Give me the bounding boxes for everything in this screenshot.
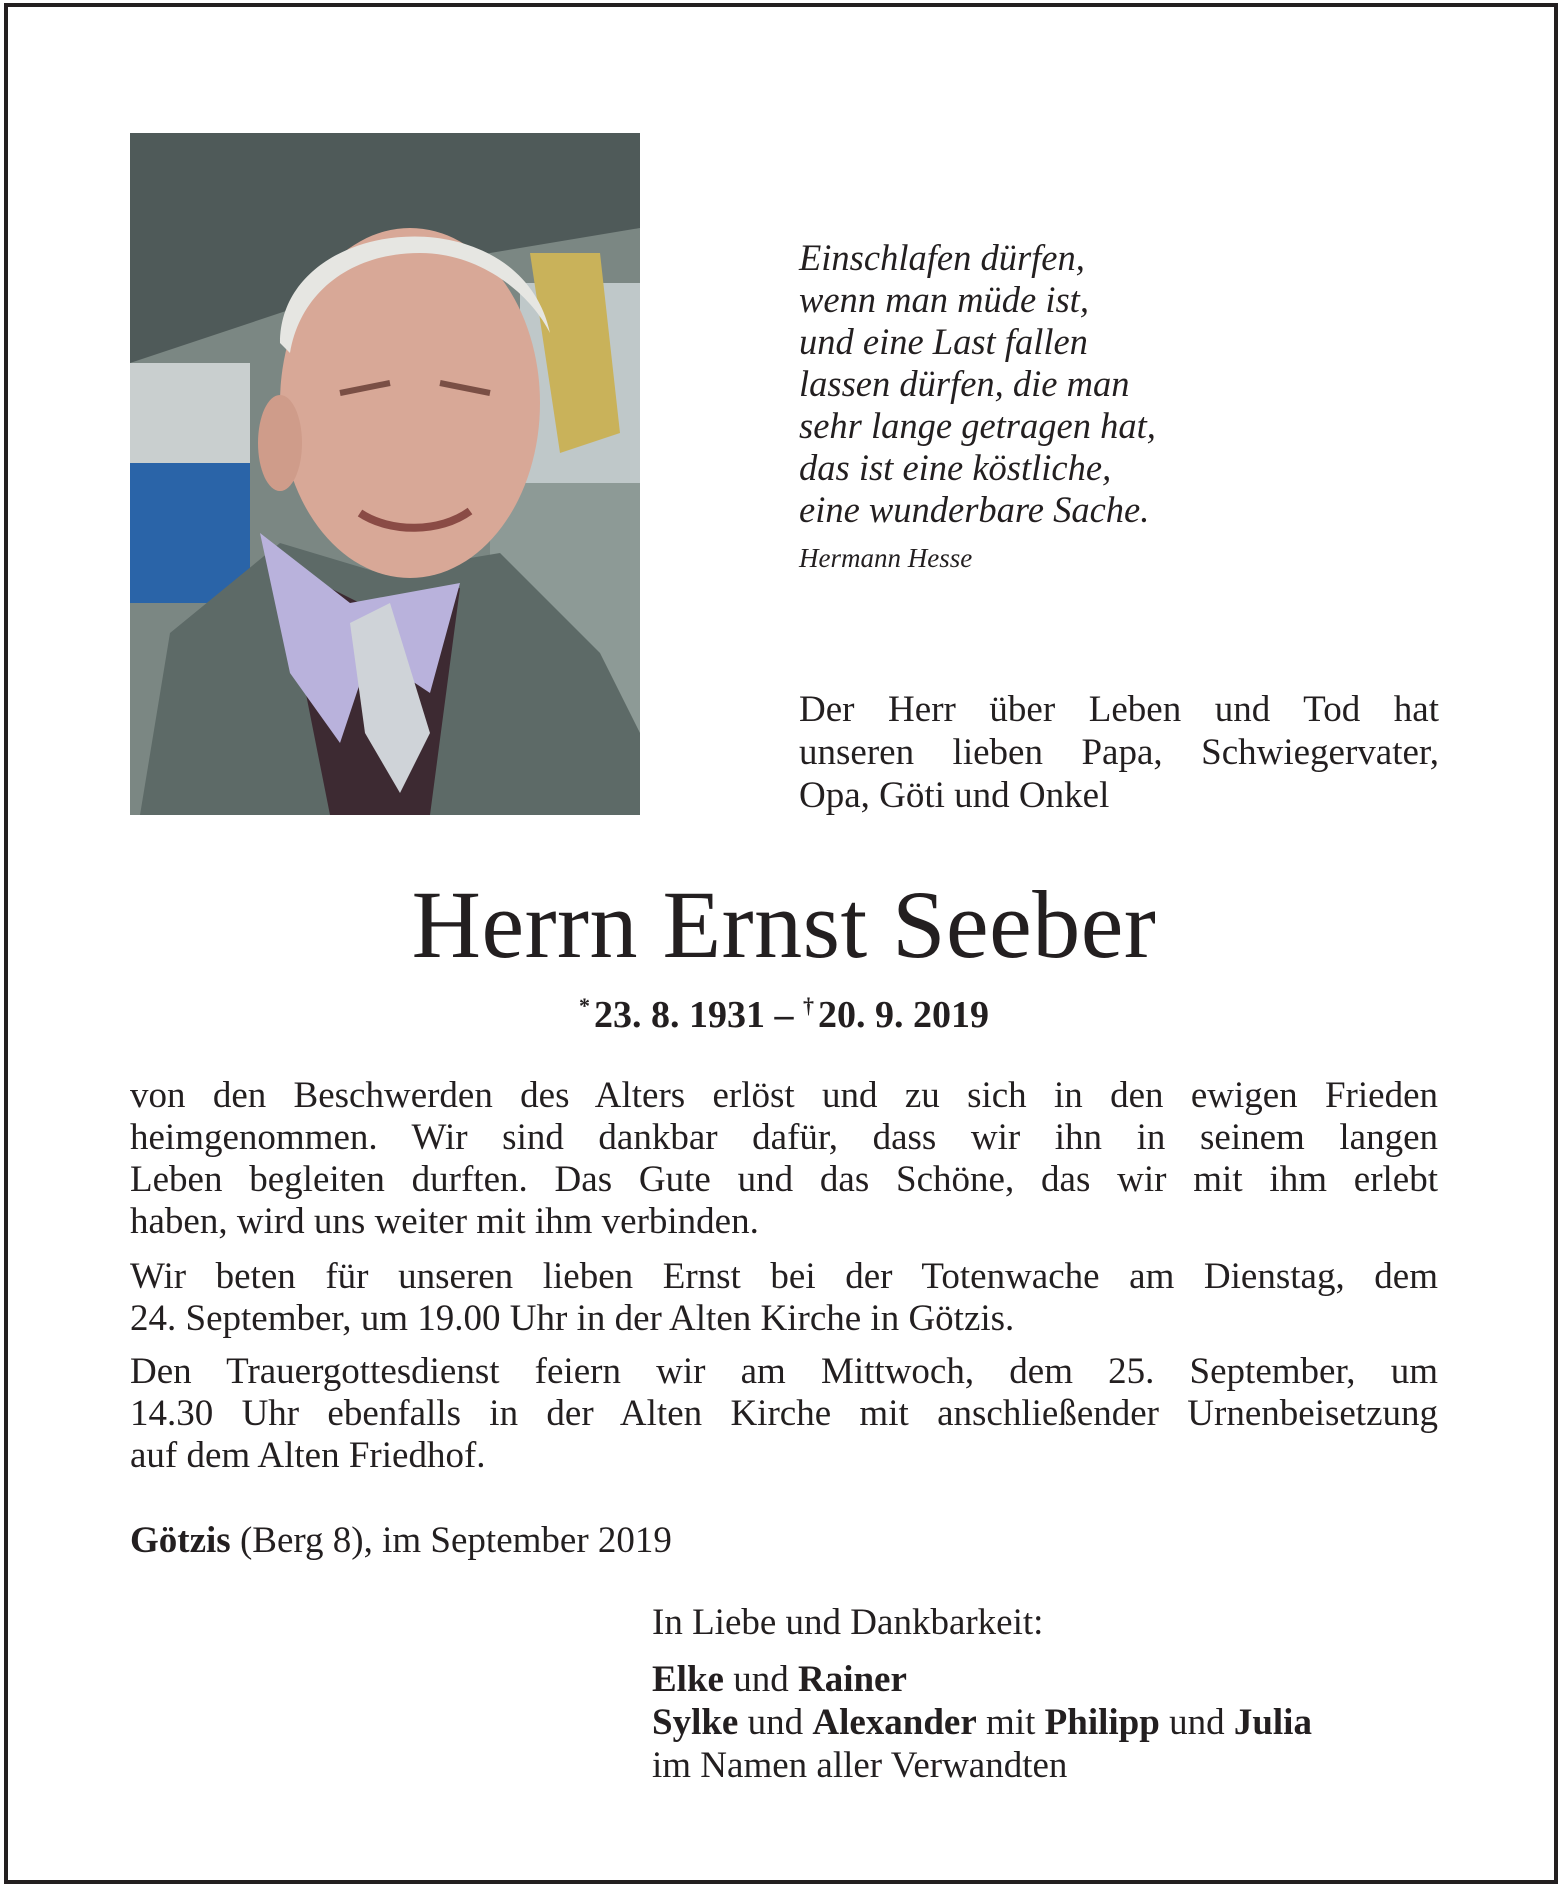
body-line: auf dem Alten Friedhof.	[130, 1435, 486, 1476]
mourner-name: Philipp	[1044, 1702, 1160, 1743]
signoff	[652, 1601, 1452, 1787]
place-town: Götzis	[130, 1520, 231, 1561]
portrait-photo	[130, 133, 640, 815]
body-line: heimgenommen. Wir sind dankbar dafür, dass wir ihn in seinem langen	[130, 1117, 1438, 1158]
mourner-name: Sylke	[652, 1702, 739, 1743]
life-dates	[0, 993, 1568, 1037]
body-paragraph-2	[130, 1256, 1438, 1340]
body-line: Wir beten für unseren lieben Ernst bei der Totenwache am Dienstag, dem	[130, 1256, 1438, 1297]
poem	[799, 237, 1359, 531]
birth-date: 23. 8. 1931	[594, 994, 765, 1036]
conjunction: mit	[976, 1702, 1045, 1743]
date-separator: –	[774, 994, 794, 1036]
poem-author: Hermann Hesse	[799, 543, 973, 573]
mourner-name: Alexander	[812, 1702, 977, 1743]
body-line: 14.30 Uhr ebenfalls in der Alten Kirche mit anschließender Urnenbeisetzung	[130, 1393, 1438, 1434]
portrait-photo-icon	[130, 133, 640, 815]
intro-line: unseren lieben Papa, Schwiegervater,	[799, 732, 1439, 773]
death-date: 20. 9. 2019	[818, 994, 989, 1036]
body-line: von den Beschwerden des Alters erlöst und zu sich in den ewigen Frieden	[130, 1075, 1438, 1116]
poem-line: lassen dürfen, die man	[799, 363, 1130, 404]
mourner-name: Julia	[1233, 1702, 1312, 1743]
body-paragraph-1	[130, 1075, 1438, 1243]
mourner-name: Elke	[652, 1659, 724, 1700]
poem-line: das ist eine köstliche,	[799, 447, 1112, 488]
body-line: Leben begleiten durften. Das Gute und das Schöne, das wir mit ihm erlebt	[130, 1159, 1438, 1200]
signoff-lead: In Liebe und Dankbarkeit:	[652, 1602, 1044, 1643]
poem-line: wenn man müde ist,	[799, 279, 1089, 320]
poem-line: sehr lange getragen hat,	[799, 405, 1156, 446]
mourner-name: Rainer	[797, 1659, 907, 1700]
place-and-date	[130, 1519, 672, 1562]
death-symbol: †	[803, 993, 814, 1018]
mourners-line-3: im Namen aller Verwandten	[652, 1745, 1068, 1786]
intro-line: Der Herr über Leben und Tod hat	[799, 689, 1439, 730]
poem-line: eine wunderbare Sache.	[799, 489, 1150, 530]
conjunction: und	[723, 1659, 798, 1700]
body-line: haben, wird uns weiter mit ihm verbinden.	[130, 1201, 759, 1242]
mourners-line-2	[652, 1701, 1452, 1744]
deceased-name: Herrn Ernst Seeber	[411, 871, 1157, 978]
place-rest: (Berg 8), im September 2019	[230, 1520, 672, 1561]
conjunction: und	[1159, 1702, 1234, 1743]
intro-line: Opa, Göti und Onkel	[799, 775, 1110, 816]
birth-symbol: *	[579, 993, 590, 1018]
intro-text	[799, 688, 1439, 817]
poem-line: Einschlafen dürfen,	[799, 237, 1085, 278]
body-line: Den Trauergottesdienst feiern wir am Mittwoch, dem 25. September, um	[130, 1351, 1438, 1392]
body-line: 24. September, um 19.00 Uhr in der Alten Kirche in Götzis.	[130, 1298, 1015, 1339]
body-paragraph-3	[130, 1351, 1438, 1477]
mourners-line-1	[652, 1658, 1452, 1701]
poem-line: und eine Last fallen	[799, 321, 1088, 362]
conjunction: und	[738, 1702, 813, 1743]
